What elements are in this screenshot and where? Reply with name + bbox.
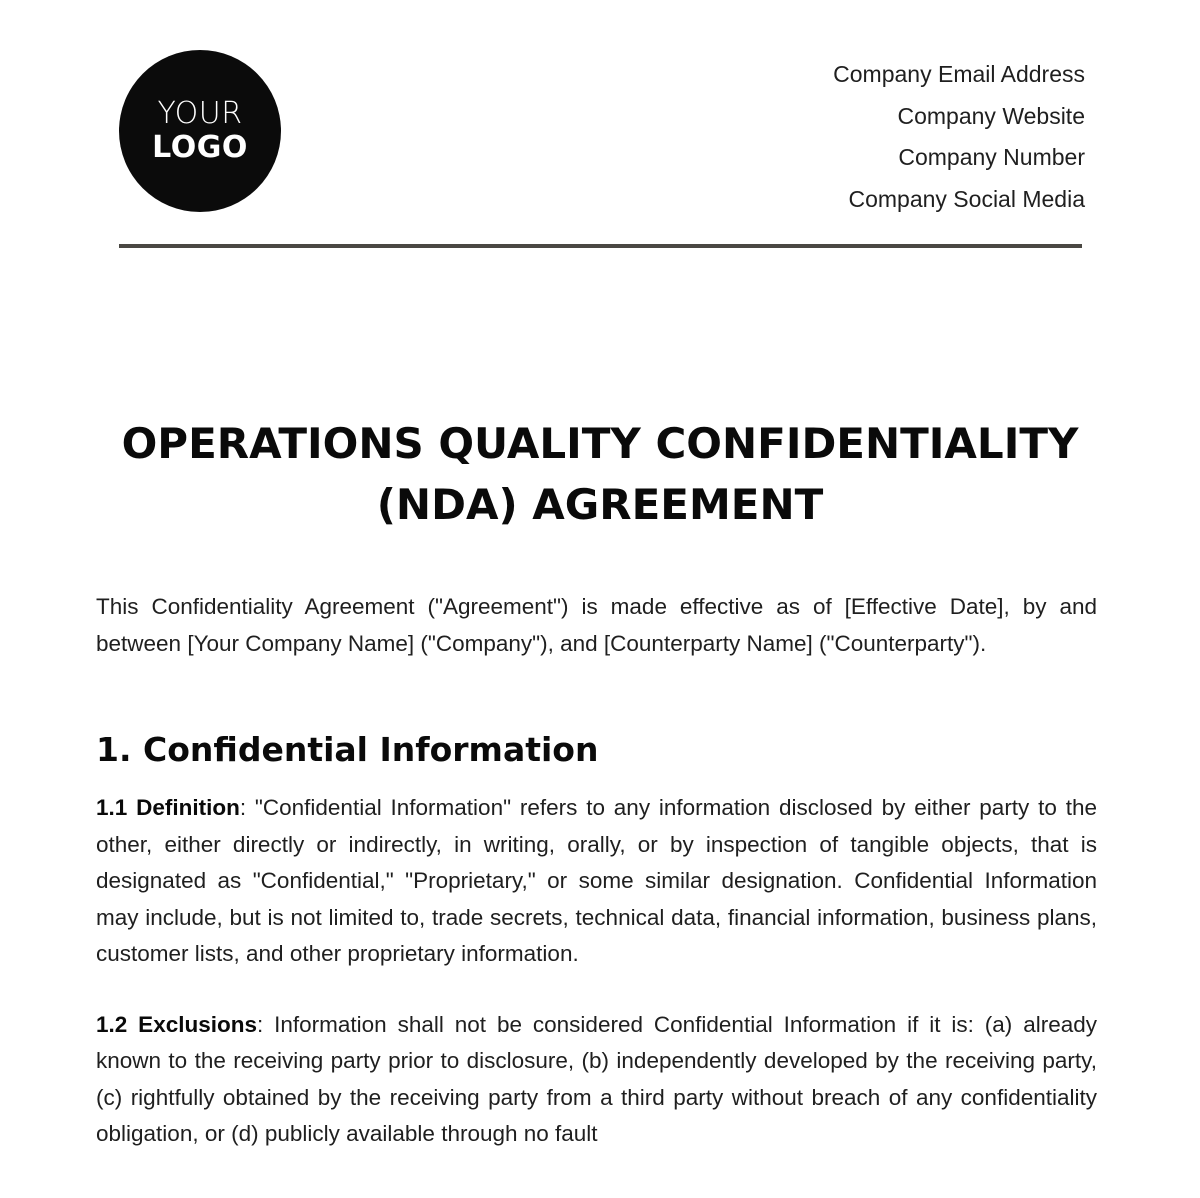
- document-body: [96, 589, 1097, 1187]
- company-number: Company Number: [898, 144, 1085, 170]
- company-social-media: Company Social Media: [848, 185, 1085, 212]
- clause-exclusions-text: : Information shall not be considered Confidential Information if it is: (a) already known to the receiving party prior to disclosure, (b) independently developed by the receiving party, (c) rightfully obtained by the receiving party from a third party without breach of any confidentiality obligation, or (d) publicly available through no fault: [96, 1011, 1097, 1146]
- clause-definition-label: 1.1 Definition: [96, 795, 240, 820]
- section-heading-confidential-information: 1. Confidential Information: [96, 730, 599, 769]
- logo-line-your: YOUR: [157, 96, 243, 131]
- logo-line-logo: LOGO: [152, 130, 248, 165]
- company-website: Company Website: [897, 102, 1085, 129]
- intro-paragraph: This Confidentiality Agreement ("Agreement") is made effective as of [Effective Date], by and between [Your Company Name] ("Company"), and [Counterparty Name] ("Counterparty").: [96, 594, 1097, 656]
- clause-exclusions: [96, 1007, 1097, 1153]
- clause-exclusions-label: 1.2 Exclusions: [96, 1011, 257, 1037]
- clause-definition-text: : "Confidential Information" refers to any information disclosed by either party to the other, either directly or indirectly, in writing, orally, or by inspection of tangible objects, that is designated as "Confidential," "Proprietary," or some similar designation. Confidential Information may include, but is not limited to, trade secrets, technical data, financial information, business plans, customer lists, and other proprietary information.: [96, 795, 1097, 966]
- company-contact-block: [833, 54, 1085, 220]
- clause-definition: [96, 790, 1097, 973]
- document-title: OPERATIONS QUALITY CONFIDENTIALITY (NDA) AGREEMENT: [121, 419, 1079, 529]
- company-logo: [119, 50, 281, 212]
- header-divider: [119, 244, 1082, 248]
- company-email: Company Email Address: [833, 61, 1085, 87]
